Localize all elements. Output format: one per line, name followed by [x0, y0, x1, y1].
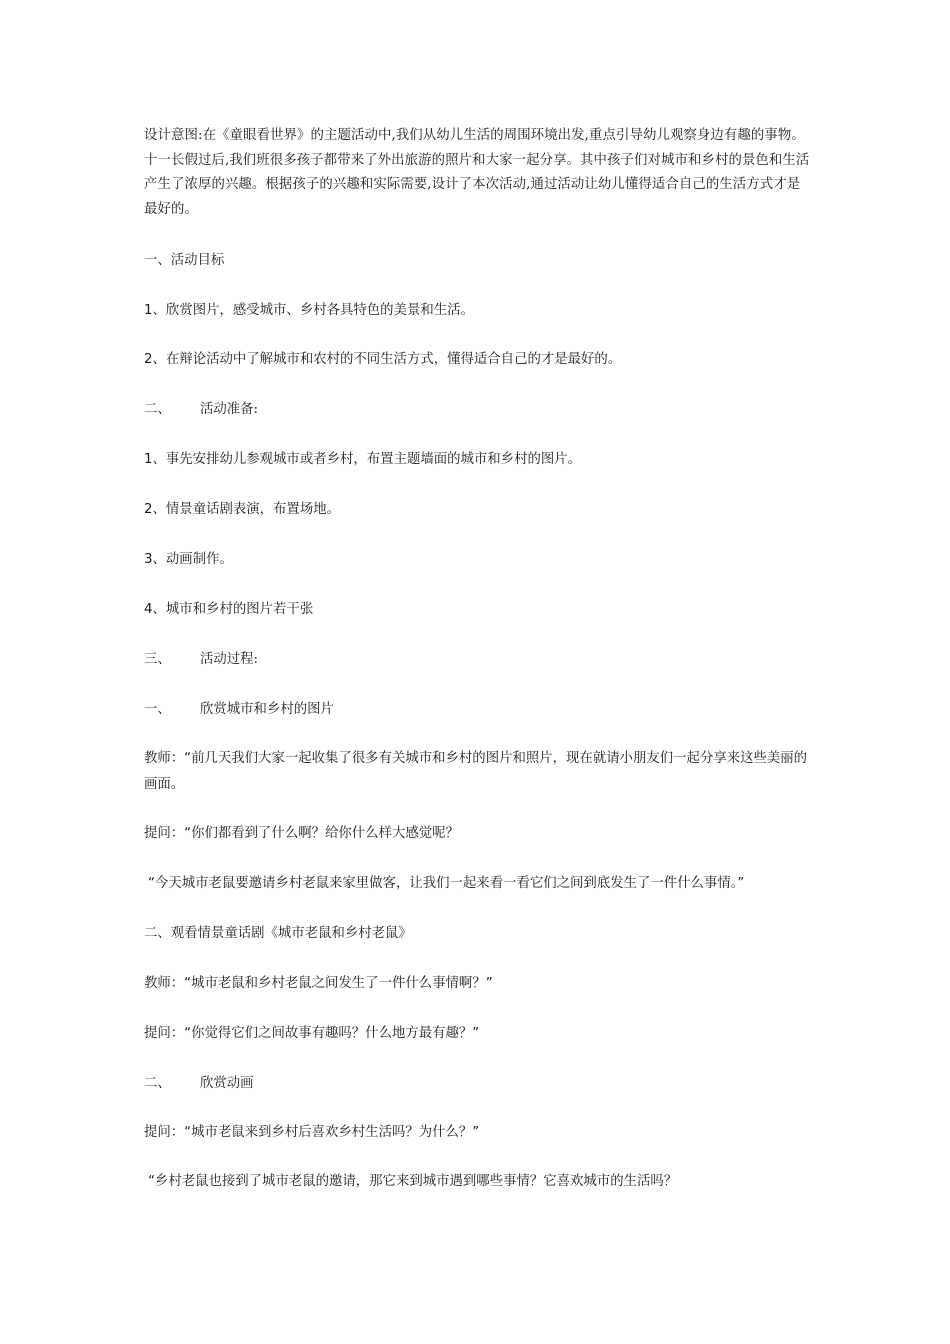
- step3-question: 提问：“城市老鼠来到乡村后喜欢乡村生活吗？为什么？”: [144, 1125, 480, 1140]
- step1-quote: “今天城市老鼠要邀请乡村老鼠来家里做客，让我们一起来看一看它们之间到底发生了一件什么事情。”: [148, 876, 745, 891]
- step3-title: 欣赏动画: [200, 1076, 254, 1091]
- prep-item-3: 3、动画制作。: [144, 552, 233, 567]
- prep-item-2: 2、情景童话剧表演，布置场地。: [144, 502, 340, 517]
- process-title: 活动过程:: [200, 652, 259, 667]
- process-number: 三、: [144, 652, 171, 667]
- goals-heading: 一、活动目标: [144, 253, 225, 268]
- goal-item-1: 1、欣赏图片，感受城市、乡村各具特色的美景和生活。: [144, 303, 474, 318]
- step2-heading: 二、观看情景童话剧《城市老鼠和乡村老鼠》: [144, 926, 412, 941]
- goal-item-2: 2、在辩论活动中了解城市和农村的不同生活方式，懂得适合自己的才是最好的。: [144, 352, 622, 367]
- intro-block: [144, 124, 812, 222]
- step1-teacher-text: 教师：“前几天我们大家一起收集了很多有关城市和乡村的图片和照片，现在就请小朋友们一起分享来这些美丽的画面。: [144, 751, 808, 792]
- prep-heading: [144, 400, 258, 420]
- prep-title: 活动准备:: [200, 402, 259, 417]
- step2-question: 提问：“你觉得它们之间故事有趣吗？什么地方最有趣？”: [144, 1026, 480, 1041]
- step1-title: 欣赏城市和乡村的图片: [200, 702, 334, 717]
- step1-question: 提问：“你们都看到了什么啊？给你什么样大感觉呢？: [144, 826, 459, 841]
- process-heading: [144, 650, 258, 670]
- step1-heading: [144, 700, 334, 720]
- step3-quote: “乡村老鼠也接到了城市老鼠的邀请，那它来到城市遇到哪些事情？它喜欢城市的生活吗？: [148, 1174, 678, 1189]
- design-intent-paragraph: 设计意图:在《童眼看世界》的主题活动中,我们从幼儿生活的周围环境出发,重点引导幼儿观察身边有趣的事物。十一长假过后,我们班很多孩子都带来了外出旅游的照片和大家一起分享。其中孩子们对城市和乡村的景色和生活产生了浓厚的兴趣。根据孩子的兴趣和实际需要,设计了本次活动,通过活动让幼儿懂得适合自己的生活方式才是最好的。: [144, 128, 810, 217]
- prep-item-4: 4、城市和乡村的图片若干张: [144, 602, 314, 617]
- prep-number: 二、: [144, 402, 171, 417]
- step1-number: 一、: [144, 702, 171, 717]
- step2-teacher-text: 教师：“城市老鼠和乡村老鼠之间发生了一件什么事情啊？”: [144, 976, 493, 991]
- prep-item-1: 1、事先安排幼儿参观城市或者乡村，布置主题墙面的城市和乡村的图片。: [144, 452, 582, 467]
- step3-number: 二、: [144, 1076, 171, 1091]
- step3-heading: [144, 1074, 254, 1094]
